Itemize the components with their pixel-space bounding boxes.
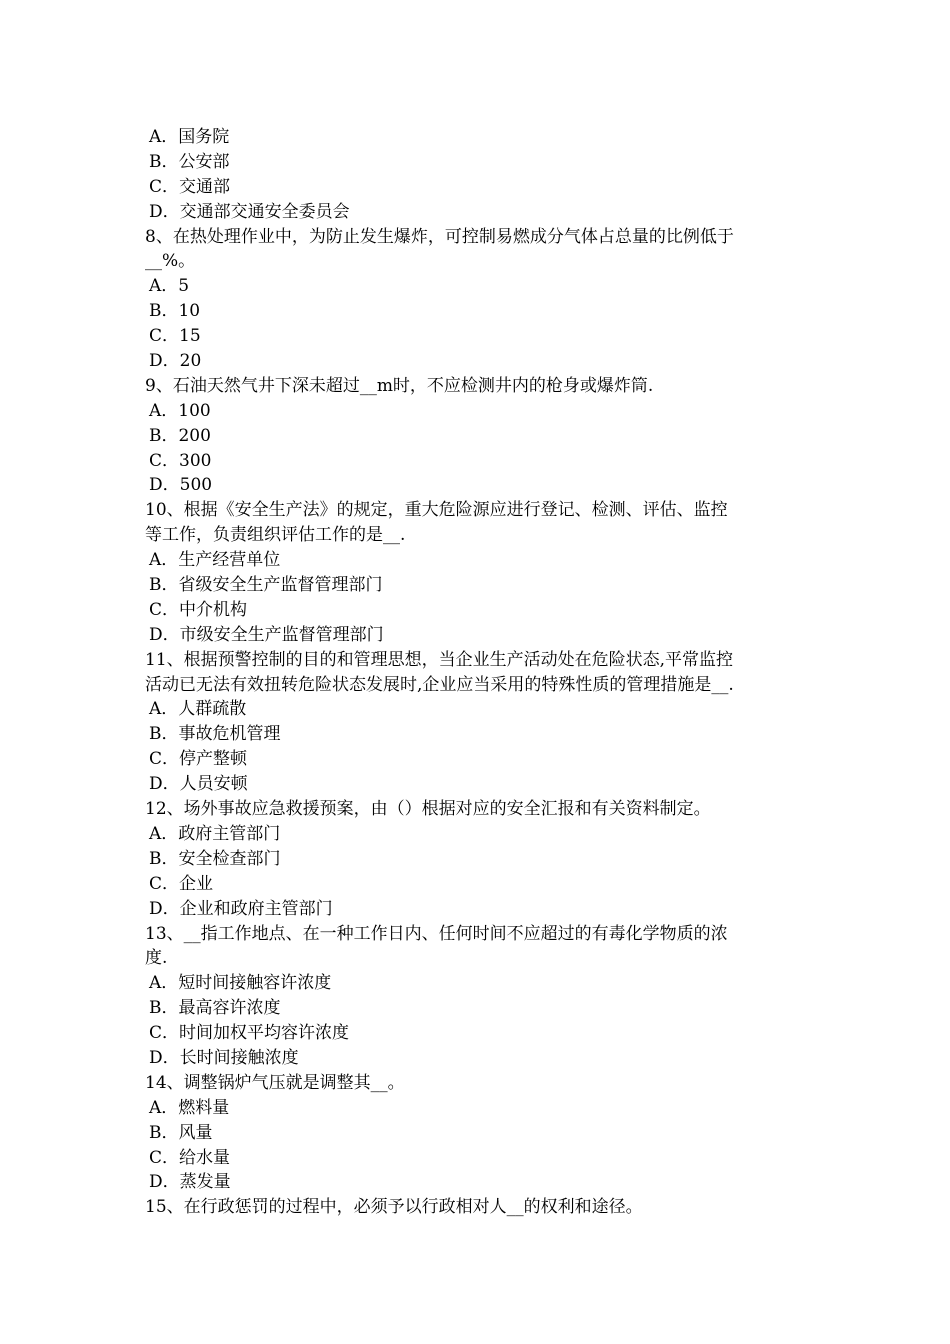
question-line: 13、__指工作地点、在一种工作日内、任何时间不应超过的有毒化学物质的浓 [145, 923, 728, 944]
option-line: D．人员安顿 [149, 774, 248, 795]
question-line: 11、根据预警控制的目的和管理思想，当企业生产活动处在危险状态,平常监控 [145, 649, 734, 670]
option-line: B．事故危机管理 [149, 724, 281, 745]
option-line: A．政府主管部门 [149, 823, 281, 844]
question-line: 活动已无法有效扭转危险状态发展时,企业应当采用的特殊性质的管理措施是__. [145, 674, 734, 695]
option-line: A．短时间接触容许浓度 [149, 973, 332, 994]
option-line: C．时间加权平均容许浓度 [149, 1023, 350, 1044]
option-line: D．500 [149, 475, 213, 496]
option-line: B．200 [149, 425, 211, 446]
option-line: C．给水量 [149, 1147, 231, 1168]
option-line: D．20 [149, 351, 202, 372]
option-line: C．15 [149, 326, 201, 347]
question-line: 9、石油天然气井下深未超过__m时，不应检测井内的枪身或爆炸筒. [145, 375, 654, 396]
option-line: C．交通部 [149, 176, 231, 197]
option-line: A．人群疏散 [149, 699, 247, 720]
option-line: C．中介机构 [149, 599, 248, 620]
option-line: A．5 [149, 276, 190, 297]
option-line: B．最高容许浓度 [149, 998, 281, 1019]
option-line: D．交通部交通安全委员会 [149, 201, 350, 222]
option-line: C．停产整顿 [149, 749, 248, 770]
option-line: C．企业 [149, 873, 214, 894]
option-line: D．长时间接触浓度 [149, 1047, 299, 1068]
option-line: B．风量 [149, 1122, 213, 1143]
option-line: D．蒸发量 [149, 1172, 231, 1193]
question-line: 度. [145, 948, 168, 969]
option-line: A．燃料量 [149, 1097, 230, 1118]
option-line: C．300 [149, 450, 212, 471]
option-line: D．市级安全生产监督管理部门 [149, 624, 384, 645]
option-line: B．10 [149, 301, 201, 322]
option-line: A．100 [149, 400, 211, 421]
question-line: 15、在行政惩罚的过程中，必须予以行政相对人__的权利和途径。 [145, 1197, 643, 1218]
option-line: A．生产经营单位 [149, 550, 281, 571]
question-line: 14、调整锅炉气压就是调整其__。 [145, 1072, 405, 1093]
option-line: B．公安部 [149, 151, 230, 172]
question-line: 8、在热处理作业中，为防止发生爆炸，可控制易燃成分气体占总量的比例低于 [145, 226, 734, 247]
option-line: D．企业和政府主管部门 [149, 898, 333, 919]
question-line: 12、场外事故应急救援预案，由（）根据对应的安全汇报和有关资料制定。 [145, 799, 711, 820]
question-line: 10、根据《安全生产法》的规定，重大危险源应进行登记、检测、评估、监控 [145, 500, 728, 521]
option-line: A．国务院 [149, 127, 230, 147]
option-line: B．安全检查部门 [149, 848, 281, 869]
question-line: __%。 [145, 251, 196, 272]
question-line: 等工作，负责组织评估工作的是__. [145, 525, 406, 546]
option-line: B．省级安全生产监督管理部门 [149, 575, 383, 596]
document-body [145, 125, 810, 1220]
